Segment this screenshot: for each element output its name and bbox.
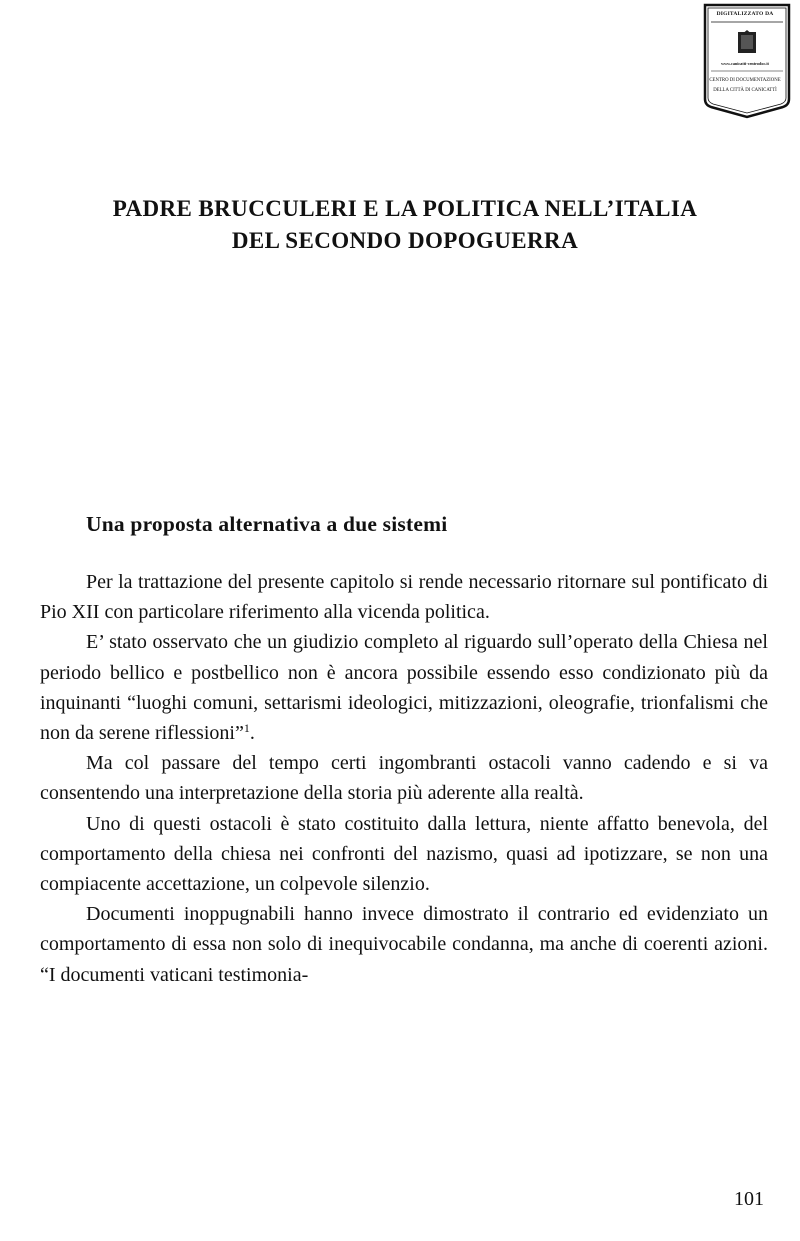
coat-of-arms-icon [738, 30, 756, 53]
stamp-line-2: DELLA CITTÀ DI CANICATTÌ [713, 88, 777, 93]
digitization-stamp [703, 3, 791, 123]
paragraph-1: Per la trattazione del presente capitolo si rende necessario ritornare sul pontificato di Pio XII con particolare riferimento alla vicenda politica. [40, 571, 768, 624]
chapter-title-line-1: PADRE BRUCCULERI E LA POLITICA NELL’ITALIA [112, 196, 698, 221]
body-text [40, 567, 768, 990]
footnote-punct: . [249, 722, 255, 745]
stamp-line-1: CENTRO DI DOCUMENTAZIONE [709, 78, 781, 83]
stamp-url: www.canicatti-centrodoc.it [721, 61, 769, 66]
paragraph-3: Ma col passare del tempo certi ingombranti ostacoli vanno cadendo e si va consentendo una interpretazione della storia più aderente alla realtà. [40, 752, 768, 805]
paragraph-2 [40, 627, 768, 748]
paragraph-2-text: E’ stato osservato che un giudizio completo al riguardo sull’operato della Chiesa nel periodo bellico e postbellico non è ancora possibile essendo esso condizionato più da inquinanti “luoghi comuni, settarismi ideologici, mitizzazioni, oleografie, trionfalismi che non da serene riflessioni” [40, 631, 768, 745]
stamp-title: DIGITALIZZATO DA [716, 11, 774, 17]
page-number: 101 [734, 1188, 764, 1210]
chapter-title [40, 193, 770, 257]
footnote-ref: 1 [243, 721, 250, 736]
paragraph-4: Uno di questi ostacoli è stato costituito dalla lettura, niente affatto benevola, del comportamento della chiesa nei confronti del nazismo, quasi ad ipotizzare, se non una compiacente accettazione, un colpevole silenzio. [40, 812, 768, 896]
chapter-title-line-2: DEL SECONDO DOPOGUERRA [231, 228, 579, 253]
section-heading: Una proposta alternativa a due sistemi [86, 512, 448, 536]
paragraph-5: Documenti inoppugnabili hanno invece dimostrato il contrario ed evidenziato un comportamento di essa non solo di inequivocabile condanna, ma anche di coerenti azioni. “I documenti vaticani testimonia- [40, 903, 768, 986]
